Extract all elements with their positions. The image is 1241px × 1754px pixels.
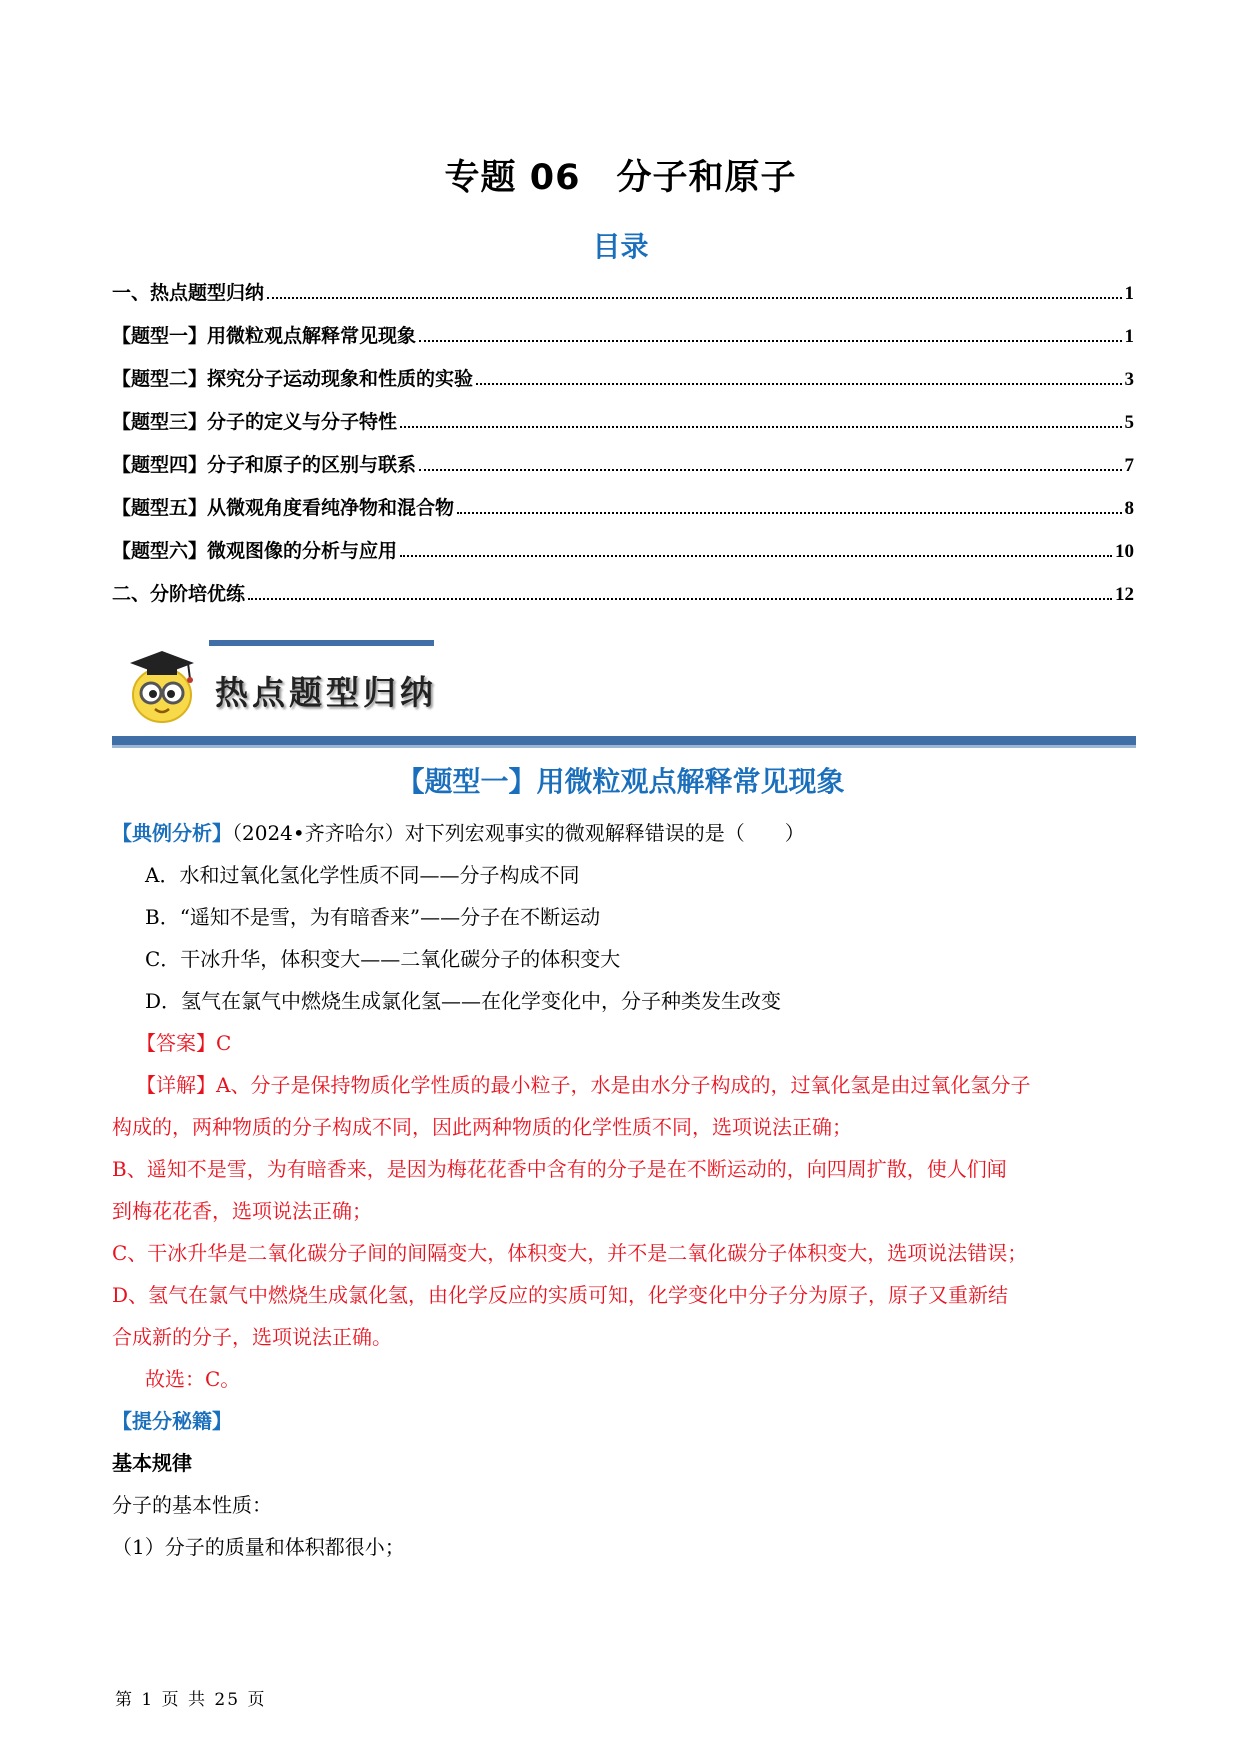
detail-conclusion: 故选：C。 xyxy=(145,1367,241,1391)
detail-line: C、干冰升华是二氧化碳分子间的间隔变大，体积变大，并不是二氧化碳分子体积变大，选项说法错误； xyxy=(112,1241,1028,1265)
page-title: 专题 06 分子和原子 xyxy=(444,158,797,198)
section-title: 【题型一】用微粒观点解释常见现象 xyxy=(396,765,845,798)
toc-item-page: 1 xyxy=(1124,283,1134,304)
banner-bottom-bar xyxy=(112,736,1136,745)
toc-item[interactable] xyxy=(112,321,1134,364)
tips-tag: 【提分秘籍】 xyxy=(112,1409,232,1433)
toc-item-label: 【题型六】微观图像的分析与应用 xyxy=(112,540,398,562)
toc-item[interactable] xyxy=(112,579,1134,622)
toc-item-label: 【题型五】从微观角度看纯净物和混合物 xyxy=(112,497,455,519)
banner-label: 热点题型归纳 xyxy=(215,673,437,712)
toc-leader-dots xyxy=(400,555,1112,557)
toc-item-page: 3 xyxy=(1124,369,1134,390)
toc-leader-dots xyxy=(400,426,1121,428)
detail-line xyxy=(136,1069,1030,1098)
detail-tag: 【详解】 xyxy=(136,1073,216,1097)
section-banner xyxy=(112,637,1136,747)
toc-item-label: 【题型四】分子和原子的区别与联系 xyxy=(112,454,417,476)
toc-heading: 目录 xyxy=(592,230,649,263)
toc-item-page: 1 xyxy=(1124,326,1134,347)
toc-item-page: 12 xyxy=(1115,584,1134,605)
toc-item-page: 7 xyxy=(1124,455,1134,476)
question-text: （2024•齐齐哈尔）对下列宏观事实的微观解释错误的是（ ） xyxy=(232,821,805,845)
toc-item[interactable] xyxy=(112,536,1134,579)
detail-line: 到梅花花香，选项说法正确； xyxy=(112,1199,372,1223)
banner-top-bar xyxy=(209,640,434,646)
detail-line: 合成新的分子，选项说法正确。 xyxy=(112,1325,392,1349)
toc-item-label: 【题型三】分子的定义与分子特性 xyxy=(112,411,398,433)
answer-tag: 【答案】 xyxy=(136,1031,216,1055)
owl-graduate-icon xyxy=(122,645,202,725)
example-question xyxy=(112,817,805,846)
toc-item[interactable] xyxy=(112,407,1134,450)
toc-item-label: 二、分阶培优练 xyxy=(112,583,246,605)
page-footer: 第 1 页 共 25 页 xyxy=(115,1690,267,1710)
detail-line: B、遥知不是雪，为有暗香来，是因为梅花花香中含有的分子是在不断运动的，向四周扩散，使人们闻 xyxy=(112,1157,1007,1181)
toc-leader-dots xyxy=(248,598,1112,600)
detail-line: D、氢气在氯气中燃烧生成氯化氢，由化学反应的实质可知，化学变化中分子分为原子，原子又重新结 xyxy=(112,1283,1009,1307)
table-of-contents xyxy=(112,278,1134,622)
toc-leader-dots xyxy=(419,340,1121,342)
answer-line xyxy=(136,1027,231,1056)
detail-line: 构成的，两种物质的分子构成不同，因此两种物质的化学性质不同，选项说法正确； xyxy=(112,1115,852,1139)
rules-item: （1）分子的质量和体积都很小； xyxy=(112,1535,405,1559)
toc-item-label: 一、热点题型归纳 xyxy=(112,282,265,304)
option-b: B．“遥知不是雪，为有暗香来”——分子在不断运动 xyxy=(145,905,601,929)
answer-value: C xyxy=(216,1031,232,1055)
detail-text: A、分子是保持物质化学性质的最小粒子，水是由水分子构成的，过氧化氢是由过氧化氢分子 xyxy=(216,1073,1031,1097)
example-tag: 【典例分析】 xyxy=(112,821,232,845)
toc-leader-dots xyxy=(457,512,1121,514)
toc-item-label: 【题型二】探究分子运动现象和性质的实验 xyxy=(112,368,474,390)
banner-bottom-bar-light xyxy=(112,745,1136,748)
option-c: C．干冰升华，体积变大——二氧化碳分子的体积变大 xyxy=(145,947,621,971)
toc-item-label: 【题型一】用微粒观点解释常见现象 xyxy=(112,325,417,347)
option-d: D．氢气在氯气中燃烧生成氯化氢——在化学变化中，分子种类发生改变 xyxy=(145,989,782,1013)
toc-item-page: 10 xyxy=(1115,541,1134,562)
toc-item[interactable] xyxy=(112,364,1134,407)
toc-leader-dots xyxy=(476,383,1121,385)
option-a: A．水和过氧化氢化学性质不同——分子构成不同 xyxy=(145,863,580,887)
rules-intro: 分子的基本性质： xyxy=(112,1493,272,1517)
toc-item-page: 5 xyxy=(1124,412,1134,433)
toc-item-page: 8 xyxy=(1124,498,1134,519)
rules-heading: 基本规律 xyxy=(112,1451,192,1475)
toc-item[interactable] xyxy=(112,493,1134,536)
toc-item[interactable] xyxy=(112,450,1134,493)
toc-item[interactable] xyxy=(112,278,1134,321)
toc-leader-dots xyxy=(419,469,1121,471)
toc-leader-dots xyxy=(267,297,1121,299)
